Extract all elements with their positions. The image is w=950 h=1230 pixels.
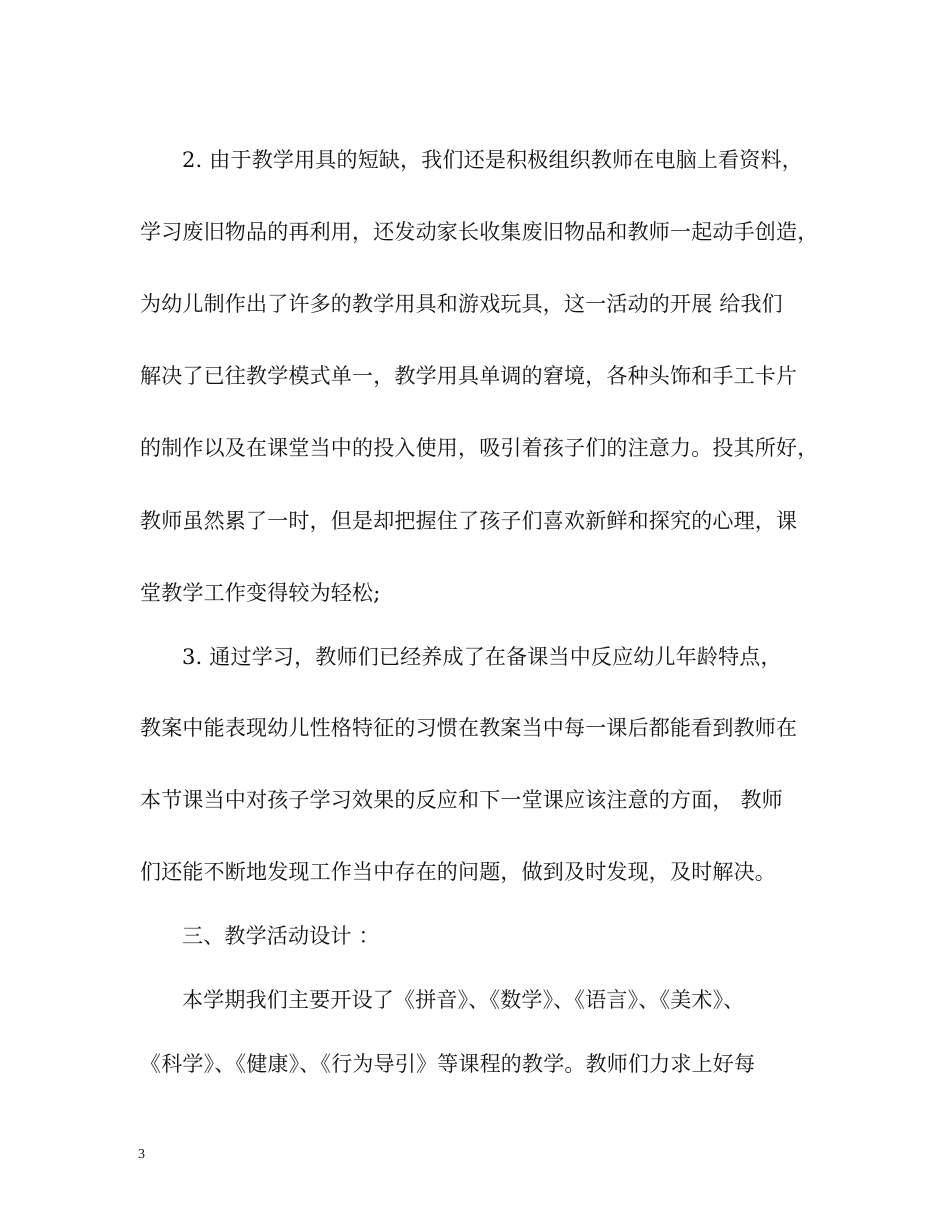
section-heading: 三、教学活动设计 ： — [182, 924, 380, 948]
paragraph-line: 3. 通过学习，教师们已经养成了在备课当中反应幼儿年龄特点， — [182, 645, 782, 669]
paragraph-line: 2. 由于教学用具的短缺，我们还是积极组织教师在电脑上看资料， — [182, 148, 803, 172]
paragraph-line: 教师虽然累了一时，但是却把握住了孩子们喜欢新鲜和探究的心理，课 — [140, 509, 798, 533]
paragraph-line: 堂教学工作变得较为轻松; — [140, 581, 381, 605]
paragraph-line: 解决了已往教学模式单一，教学用具单调的窘境，各种头饰和手工卡片 — [140, 364, 798, 388]
paragraph-line: 本节课当中对孩子学习效果的反应和下一堂课应该注意的方面， 教师 — [140, 788, 783, 812]
paragraph-line: 本学期我们主要开设了《拼音》、《数学》、《语言》、《美术》、 — [182, 988, 745, 1012]
paragraph-line: 《科学》、《健康》、《行为导引》等课程的教学。教师们力求上好每 — [140, 1052, 756, 1076]
paragraph-line: 教案中能表现幼儿性格特征的习惯在教案当中每一课后都能看到教师在 — [140, 716, 798, 740]
paragraph-line: 的制作以及在课堂当中的投入使用，吸引着孩子们的注意力。投其所好， — [140, 436, 819, 460]
page-number: 3 — [138, 1147, 145, 1162]
paragraph-line: 们还能不断地发现工作当中存在的问题，做到及时发现，及时解决。 — [140, 860, 776, 884]
paragraph-line: 为幼儿制作出了许多的教学用具和游戏玩具，这一活动的开展 给我们 — [140, 292, 783, 316]
paragraph-line: 学习废旧物品的再利用，还发动家长收集废旧物品和教师一起动手创造， — [140, 220, 819, 244]
